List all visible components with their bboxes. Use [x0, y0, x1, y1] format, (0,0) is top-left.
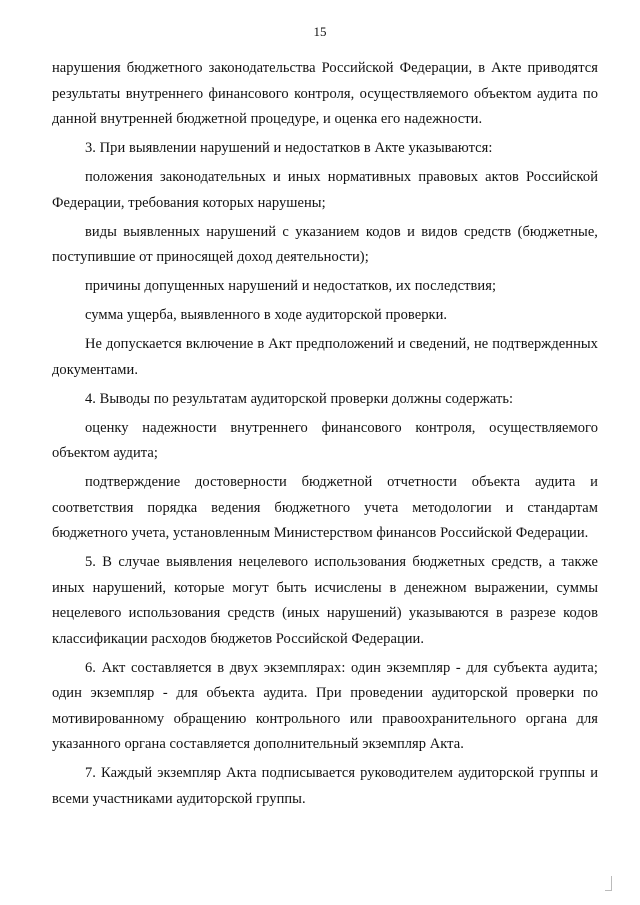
page-number: 15: [313, 24, 327, 39]
paragraph-item-3: 3. При выявлении нарушений и недостатков в Акте указываются:: [85, 140, 493, 156]
paragraph-continuation: нарушения бюджетного законодательства Российской Федерации, в Акте приводятся результаты внутреннего финансового контроля, осуществляемого объектом аудита по данной внутренней бюджетной процедуре, и оценка его надежности.: [52, 60, 598, 127]
document-body: [52, 56, 598, 816]
paragraph-item-6: 6. Акт составляется в двух экземплярах: один экземпляр - для субъекта аудита; один экземпляр - для объекта аудита. При проведении аудиторской проверки по мотивированному обращению контрольного или правоохранительного органа для указанного органа составляется дополнительный экземпляр Акта.: [52, 659, 598, 752]
paragraph-damage-amount: сумма ущерба, выявленного в ходе аудиторской проверки.: [85, 307, 448, 323]
paragraph-item-7: 7. Каждый экземпляр Акта подписывается руководителем аудиторской группы и всеми участниками аудиторской группы.: [52, 765, 598, 807]
paragraph-not-allowed: Не допускается включение в Акт предположений и сведений, не подтвержденных документами.: [52, 336, 598, 378]
paragraph-item-4: 4. Выводы по результатам аудиторской проверки должны содержать:: [85, 390, 514, 407]
paragraph-reliability-assessment: оценку надежности внутреннего финансового контроля, осуществляемого объектом аудита;: [52, 419, 598, 461]
paragraph-causes: причины допущенных нарушений и недостатков, их последствия;: [85, 278, 497, 294]
paragraph-item-5: 5. В случае выявления нецелевого использования бюджетных средств, а также иных нарушений, которые могут быть исчислены в денежном выражении, суммы нецелевого использования средств (иных нарушений) указываются в разрезе кодов классификации расходов бюджетов Российской Федерации.: [52, 554, 598, 647]
paragraph-violation-types: виды выявленных нарушений с указанием кодов и видов средств (бюджетные, поступившие от приносящей доход деятельности);: [52, 223, 598, 265]
paragraph-reporting-confirmation: подтверждение достоверности бюджетной отчетности объекта аудита и соответствия порядка ведения бюджетного учета методологии и стандартам бюджетного учета, установленным Министерством финансов Российской Федерации.: [52, 474, 598, 541]
scan-edge-mark: [605, 876, 612, 891]
paragraph-provisions: положения законодательных и иных нормативных правовых актов Российской Федерации, требования которых нарушены;: [52, 169, 598, 211]
